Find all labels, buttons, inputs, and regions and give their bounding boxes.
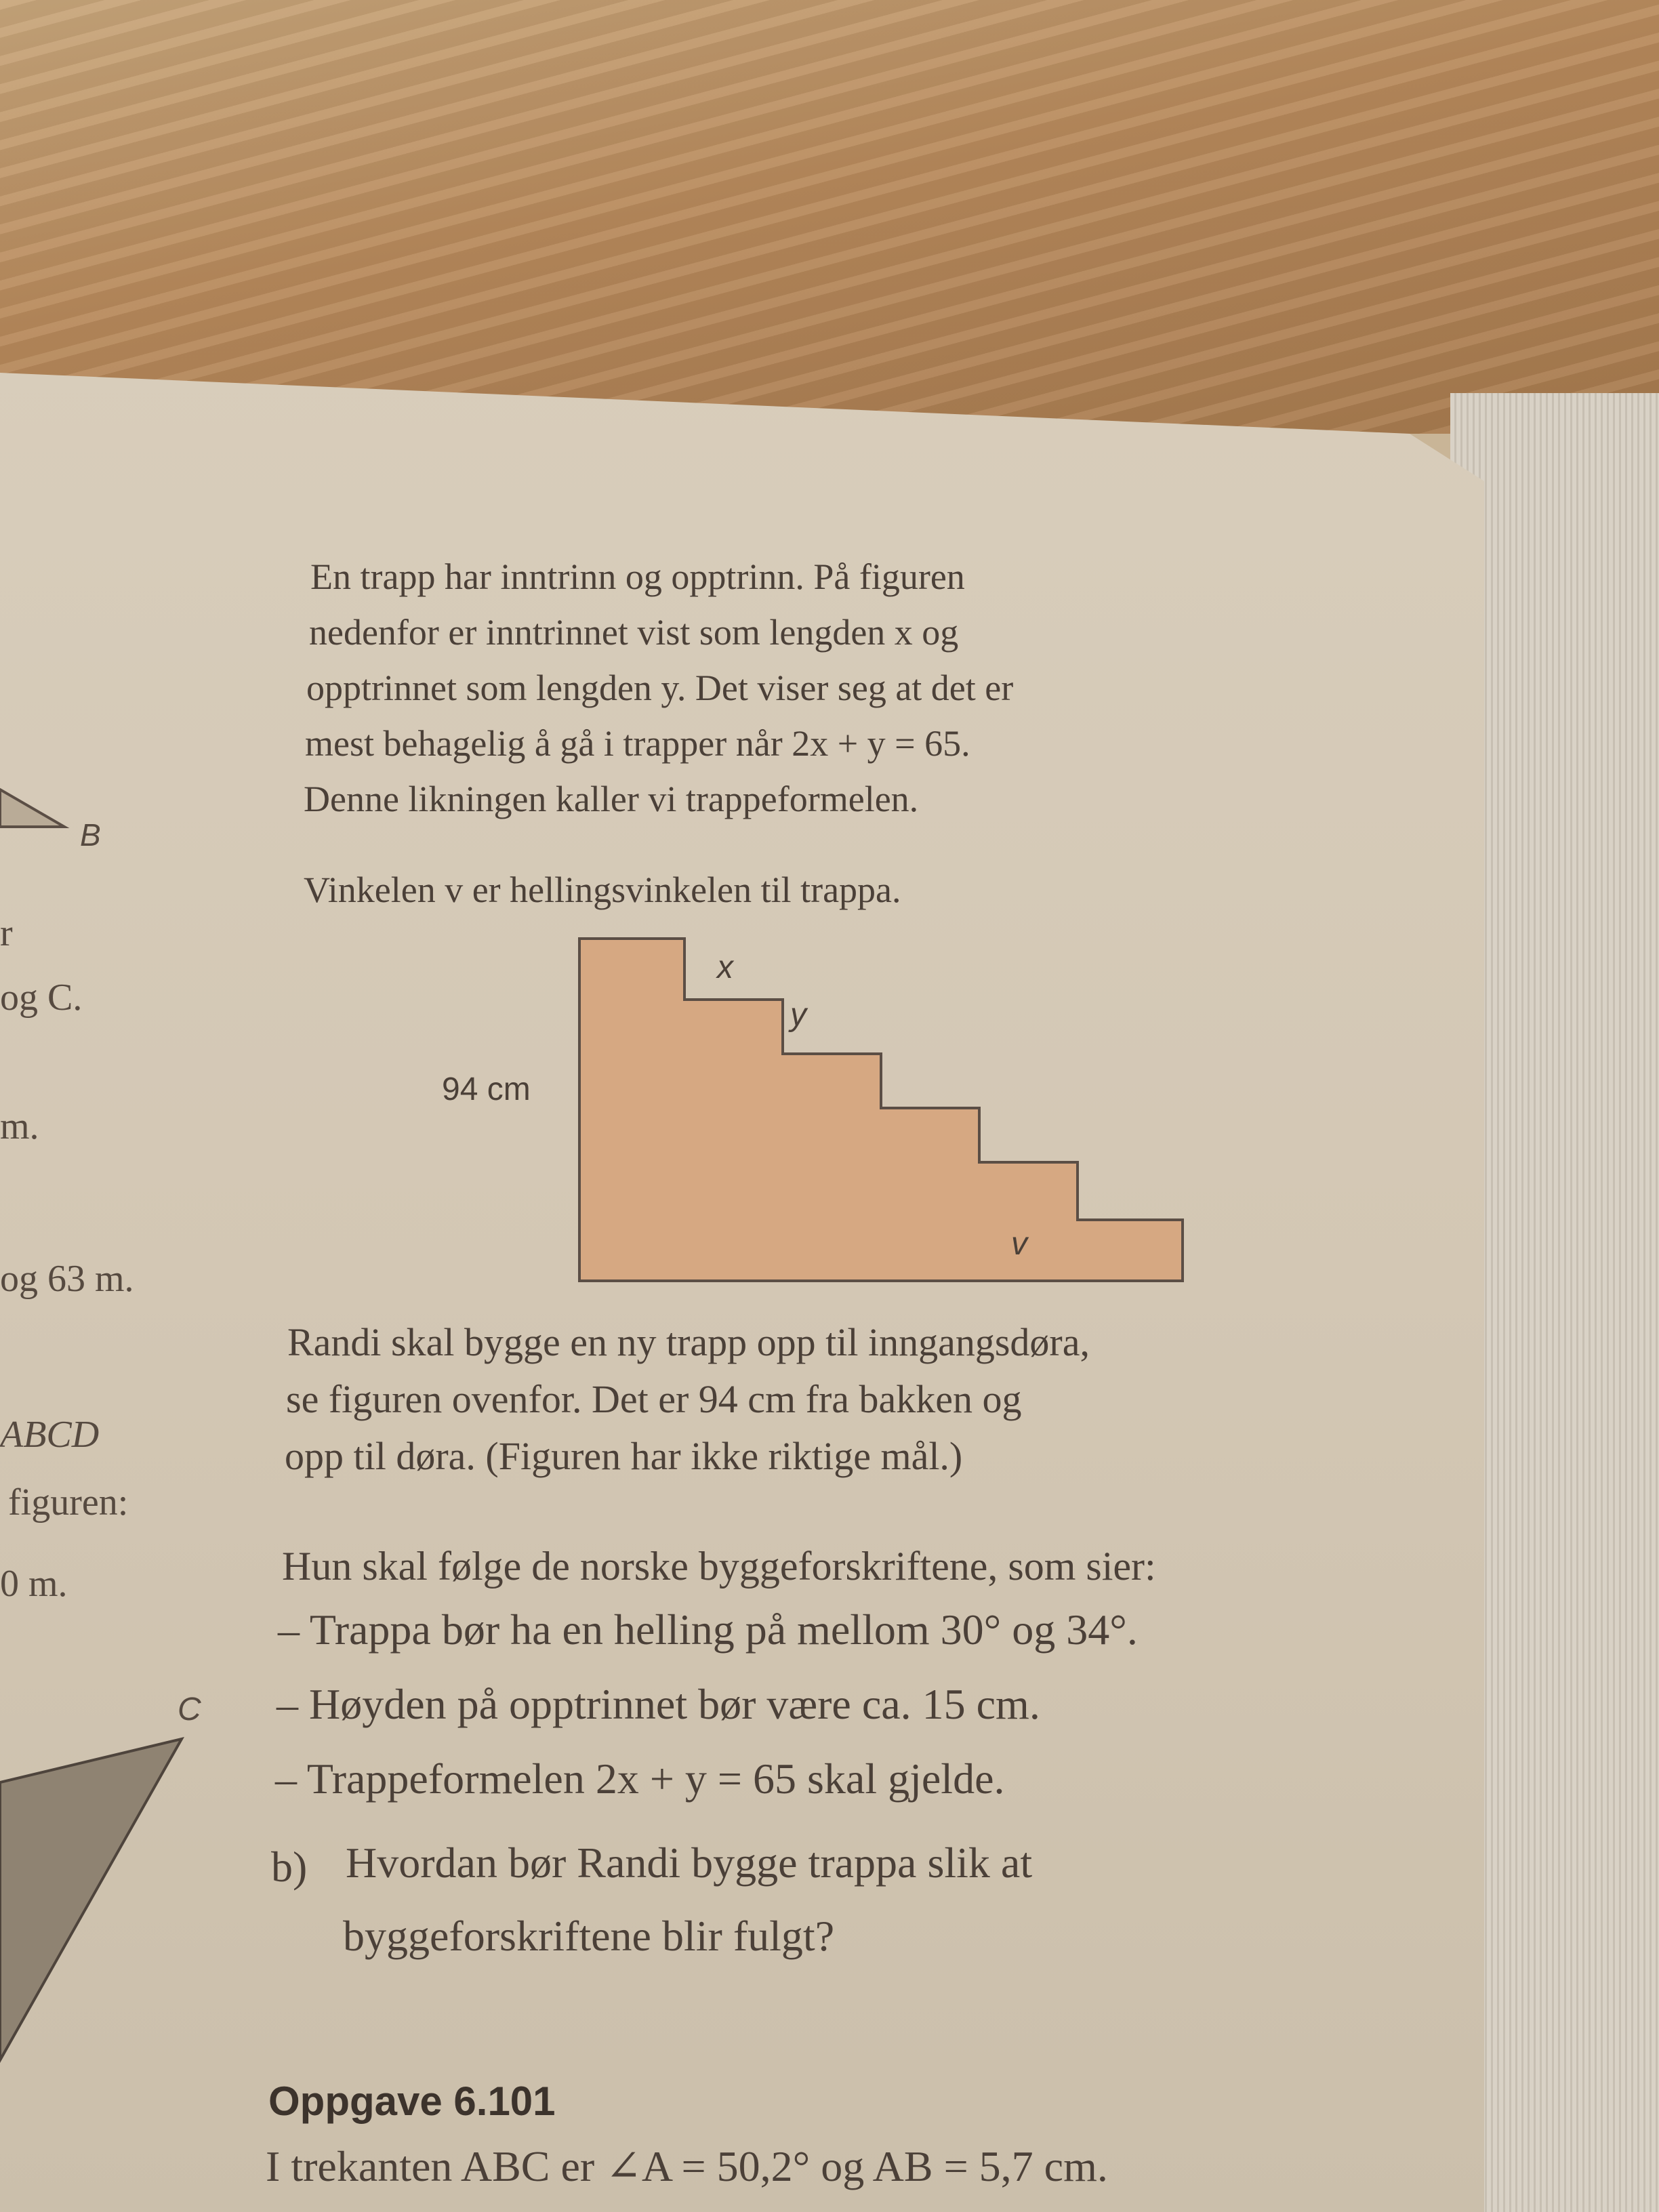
margin-text-0m: 0 m. <box>0 1563 68 1605</box>
figure-label-angle-v: v <box>1011 1226 1027 1262</box>
margin-text-m: m. <box>0 1105 39 1147</box>
intro-line-1: En trapp har inntrinn og opptrinn. På figuren <box>310 556 965 597</box>
table-surface <box>0 0 1659 434</box>
vertex-label-c: C <box>178 1692 201 1727</box>
margin-text-og-63: og 63 m. <box>0 1258 134 1300</box>
rule-2: – Høyden på opptrinnet bør være ca. 15 cm. <box>276 1680 1040 1728</box>
margin-text-figuren: figuren: <box>8 1481 129 1523</box>
next-task-line: I trekanten ABC er ∠A = 50,2° og AB = 5,7 cm. <box>266 2142 1108 2190</box>
rules-intro: Hun skal følge de norske byggeforskriftene, som sier: <box>282 1544 1156 1589</box>
margin-text-og-c: og C. <box>0 977 83 1019</box>
rule-3: – Trappeformelen 2x + y = 65 skal gjelde. <box>275 1755 1005 1803</box>
next-task-heading: Oppgave 6.101 <box>268 2078 556 2124</box>
intro-line-4: mest behagelig å gå i trapper når 2x + y = 65. <box>305 723 970 764</box>
question-label: b) <box>271 1843 308 1891</box>
margin-text-r: r <box>0 912 13 954</box>
rule-1: – Trappa bør ha en helling på mellom 30° og 34°. <box>278 1605 1138 1654</box>
question-line-1: Hvordan bør Randi bygge trappa slik at <box>346 1839 1033 1887</box>
randi-line-3: opp til døra. (Figuren har ikke riktige mål.) <box>285 1434 963 1478</box>
vertex-label-b: B <box>80 817 101 853</box>
question-line-2: byggeforskriftene blir fulgt? <box>343 1912 835 1960</box>
figure-label-height: 94 cm <box>442 1071 531 1107</box>
angle-definition: Vinkelen v er hellingsvinkelen til trappa. <box>304 869 901 910</box>
intro-line-3: opptrinnet som lengden y. Det viser seg at det er <box>306 668 1014 708</box>
randi-line-2: se figuren ovenfor. Det er 94 cm fra bakken og <box>286 1377 1022 1421</box>
margin-text-abcd: ABCD <box>0 1414 100 1456</box>
randi-line-1: Randi skal bygge en ny trapp opp til inngangsdøra, <box>287 1320 1090 1364</box>
figure-label-x: x <box>717 949 733 985</box>
figure-label-y: y <box>790 997 806 1033</box>
intro-line-5: Denne likningen kaller vi trappeformelen. <box>304 779 919 819</box>
intro-line-2: nedenfor er inntrinnet vist som lengden x og <box>309 612 959 653</box>
stair-shape <box>579 939 1183 1281</box>
left-triangle-fragment-bottom <box>0 1735 197 2074</box>
stair-figure <box>569 928 1200 1294</box>
